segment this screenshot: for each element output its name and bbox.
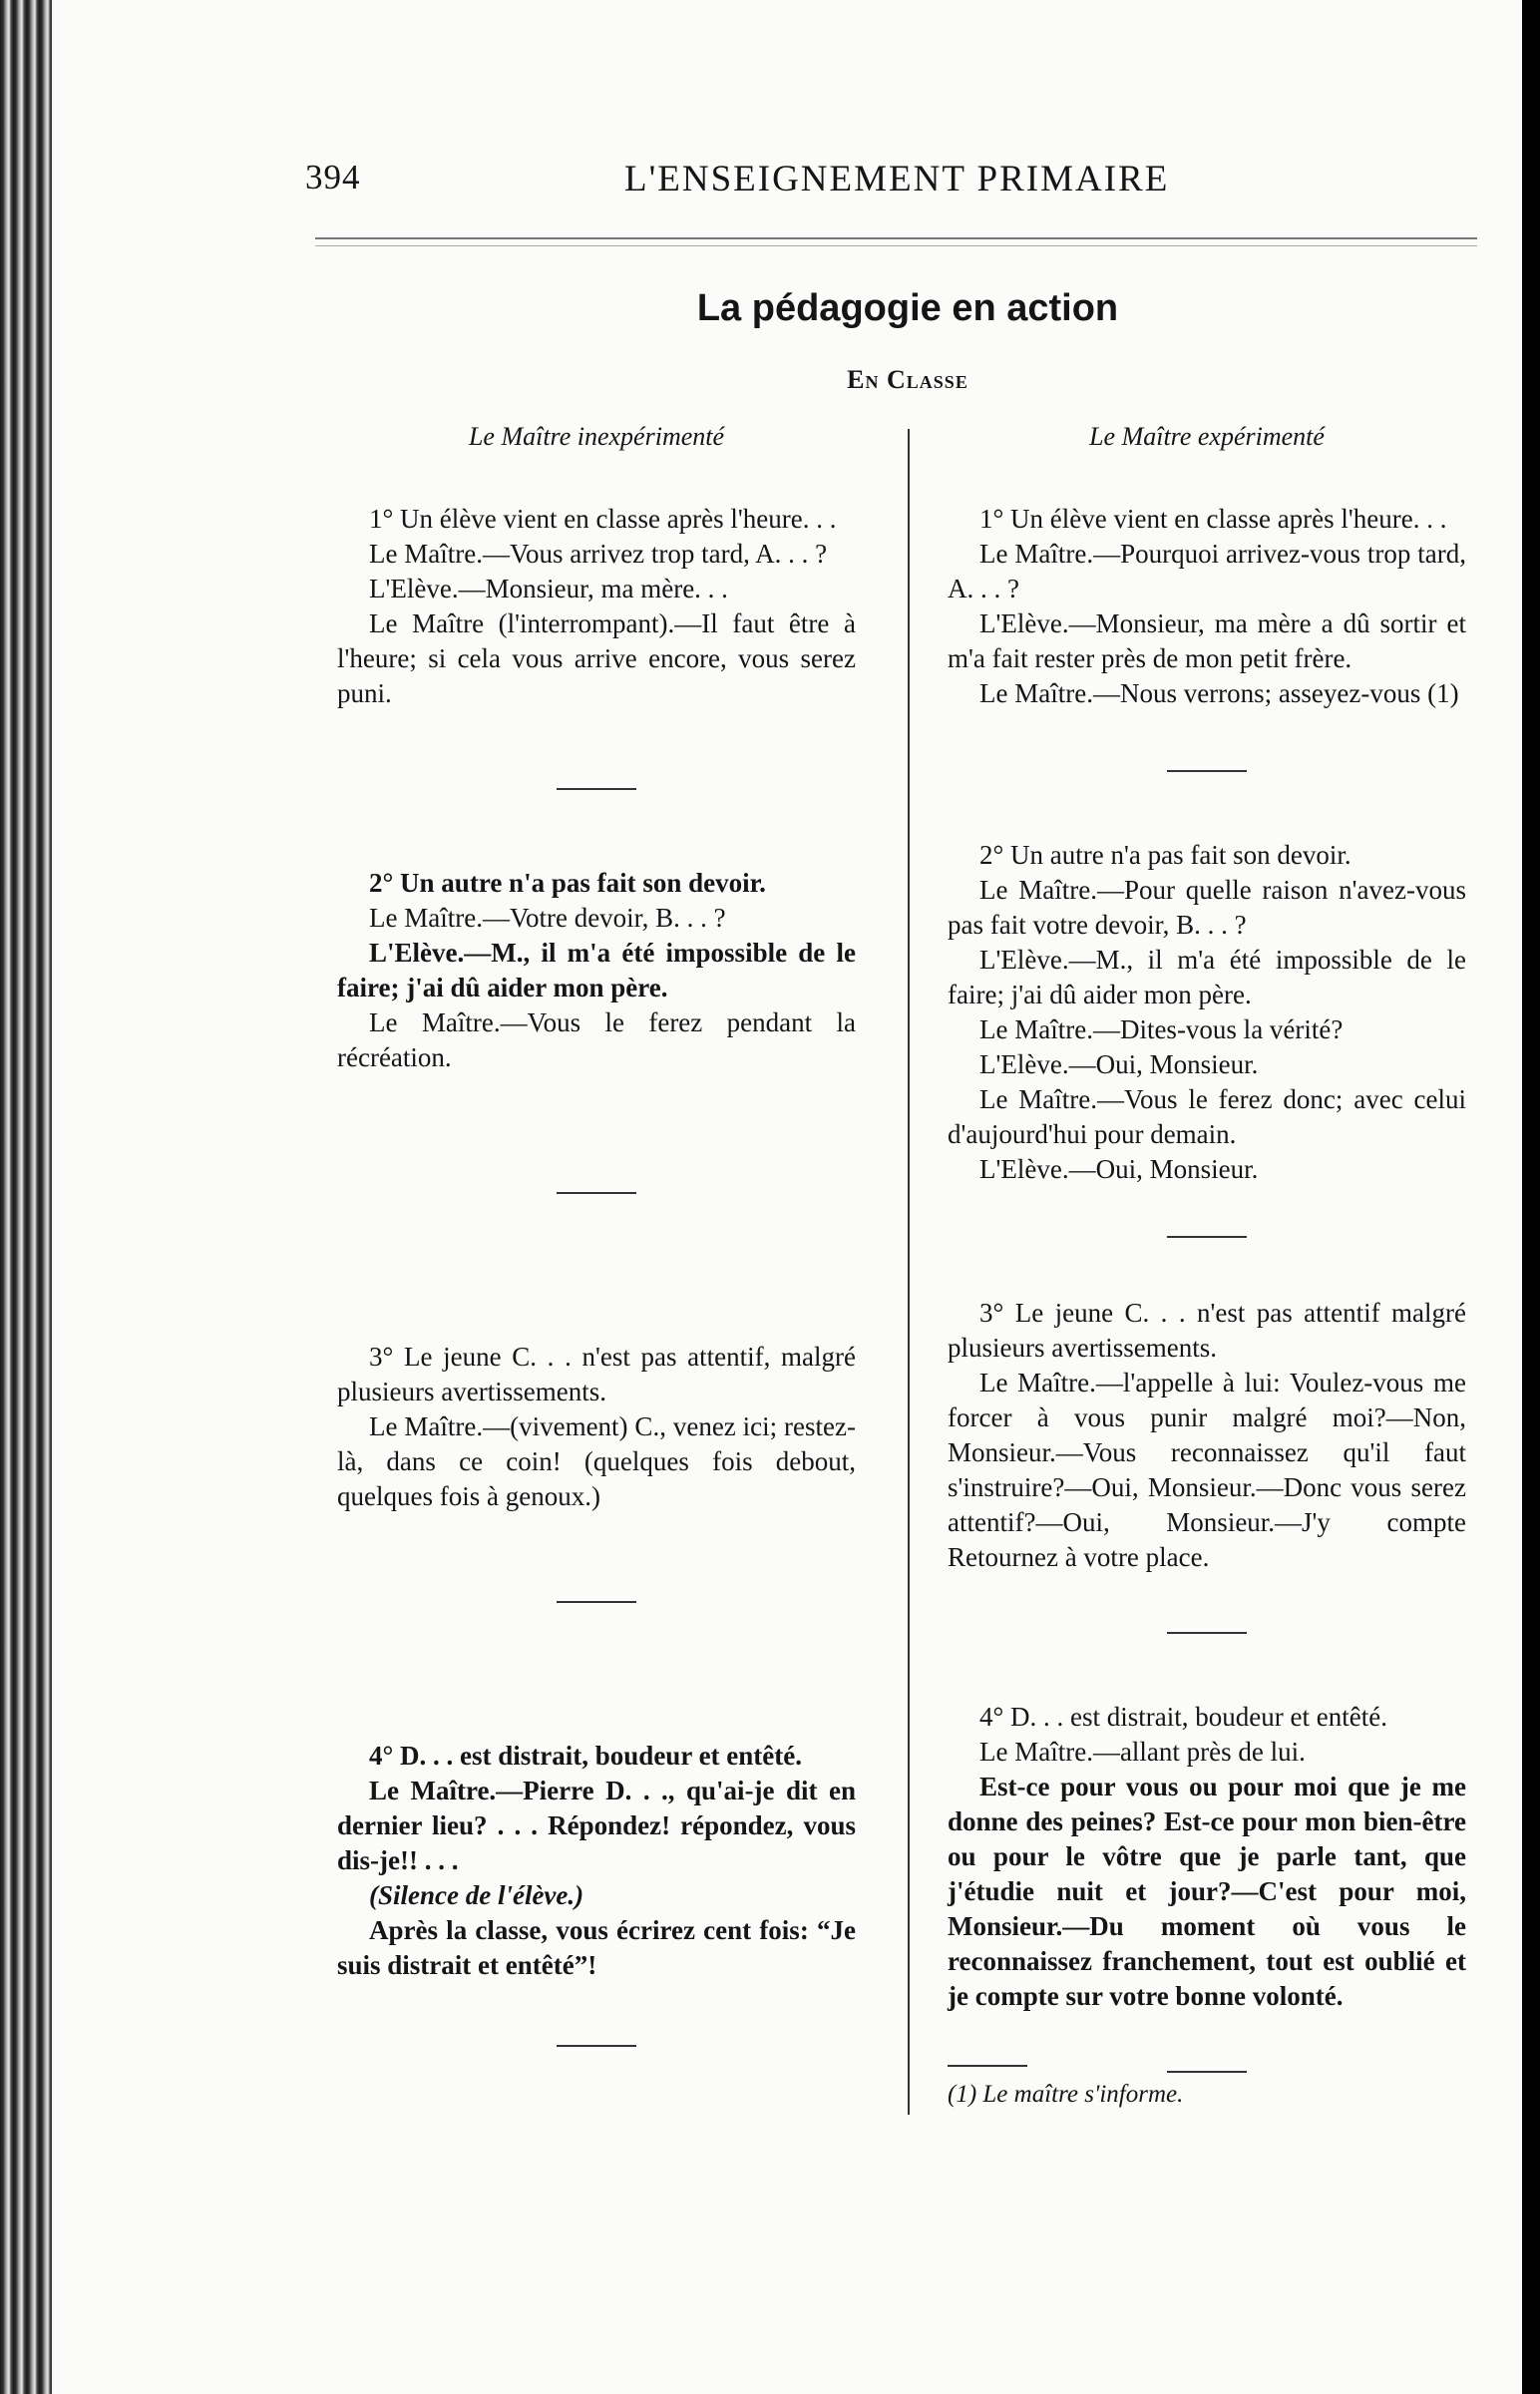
text-line: Le Maître.—l'appelle à lui: Voulez-vous me forcer à vous punir malgré moi?—Non, Monsieur.—Vous reconnaissez qu'il faut s'instruire?—Oui, Monsieur.—Donc vous serez attentif?—Oui, Monsieur.—J'y compte Retournez à votre place.: [948, 1368, 1466, 1572]
separator: [337, 771, 856, 806]
text-line: Le Maître.—Pour quelle raison n'avez-vous pas fait votre devoir, B. . . ?: [948, 875, 1466, 940]
right-block-4: [948, 1700, 1466, 2014]
text-line: L'Elève.—M., il m'a été impossible de le faire; j'ai dû aider mon père.: [337, 938, 856, 1002]
text-line: 4° D. . . est distrait, boudeur et entêté.: [369, 1741, 802, 1771]
text-line: 4° D. . . est distrait, boudeur et entêté.: [979, 1702, 1387, 1732]
right-column: [948, 419, 1466, 2089]
text-line: 3° Le jeune C. . . n'est pas attentif malgré plusieurs avertissements.: [948, 1298, 1466, 1363]
text-line: L'Elève.—Oui, Monsieur.: [979, 1049, 1259, 1079]
column-divider: [908, 429, 910, 2115]
footnote: [948, 2065, 1466, 2109]
text-line: Le Maître.—Pierre D. . ., qu'ai-je dit en dernier lieu? . . . Répondez! répondez, vous dis-je!! . . .: [337, 1776, 856, 1875]
text-line: Est-ce pour vous ou pour moi que je me donne des peines? Est-ce pour mon bien-être ou pour le vôtre que je parle tant, que j'étudie nuit et jour?—C'est pour moi, Monsieur.—Du moment où vous le reconnaissez franchement, tout est oublié et je compte sur votre bonne volonté.: [948, 1772, 1466, 2011]
separator: [337, 2028, 856, 2063]
right-block-3: [948, 1296, 1466, 1575]
left-block-4: [337, 1739, 856, 1983]
right-column-heading: Le Maître expérimenté: [1089, 422, 1325, 451]
separator: [337, 1175, 856, 1210]
left-column: [337, 419, 856, 2063]
separator: [337, 1584, 856, 1619]
text-line: 1° Un élève vient en classe après l'heure. . .: [369, 504, 837, 534]
text-line: Le Maître.—Nous verrons; asseyez-vous (1): [979, 678, 1459, 708]
page-edge: [0, 0, 52, 2394]
running-title: L'ENSEIGNEMENT PRIMAIRE: [624, 159, 1170, 200]
right-block-1: [948, 502, 1466, 711]
text-line: 3° Le jeune C. . . n'est pas attentif, malgré plusieurs avertissements.: [337, 1342, 856, 1406]
left-block-1: [337, 502, 856, 711]
text-line: Le Maître.—Vous le ferez donc; avec celui d'aujourd'hui pour demain.: [948, 1084, 1466, 1149]
text-line: L'Elève.—Oui, Monsieur.: [979, 1154, 1259, 1184]
text-line: 1° Un élève vient en classe après l'heure. . .: [979, 504, 1447, 534]
left-column-heading: Le Maître inexpérimenté: [468, 422, 725, 451]
text-line: 2° Un autre n'a pas fait son devoir.: [369, 868, 766, 898]
text-line: 2° Un autre n'a pas fait son devoir.: [979, 840, 1351, 870]
left-block-3: [337, 1340, 856, 1514]
text-line: Le Maître.—Vous le ferez pendant la récréation.: [337, 1007, 856, 1072]
text-line: Le Maître.—Votre devoir, B. . . ?: [369, 903, 726, 933]
text-line: Le Maître.—(vivement) C., venez ici; restez-là, dans ce coin! (quelques fois debout, quelques fois à genoux.): [337, 1411, 856, 1511]
right-block-2: [948, 838, 1466, 1187]
separator: [948, 753, 1466, 788]
footnote-text: (1) Le maître s'informe.: [948, 2081, 1184, 2108]
footnote-rule: [948, 2065, 1027, 2067]
header-rule: [315, 237, 1477, 246]
text-line: L'Elève.—Monsieur, ma mère a dû sortir et m'a fait rester près de mon petit frère.: [948, 608, 1466, 673]
text-line: Après la classe, vous écrirez cent fois: “Je suis distrait et entêté”!: [337, 1915, 856, 1980]
article-subtitle: En Classe: [847, 365, 968, 394]
text-line: Le Maître (l'interrompant).—Il faut être à l'heure; si cela vous arrive encore, vous serez puni.: [337, 608, 856, 708]
text-line: Le Maître.—Pourquoi arrivez-vous trop tard, A. . . ?: [948, 539, 1466, 603]
page-header: [305, 150, 1203, 209]
text-line: L'Elève.—M., il m'a été impossible de le faire; j'ai dû aider mon père.: [948, 945, 1466, 1009]
separator: [948, 1219, 1466, 1254]
separator: [948, 1615, 1466, 1650]
text-line: Le Maître.—Dites-vous la vérité?: [979, 1014, 1344, 1044]
article-title: La pédagogie en action: [696, 287, 1119, 329]
text-line: Le Maître.—allant près de lui.: [979, 1737, 1306, 1767]
page-number: 394: [305, 158, 361, 197]
left-block-2: [337, 866, 856, 1075]
text-line: Le Maître.—Vous arrivez trop tard, A. . . ?: [369, 539, 828, 569]
text-line: (Silence de l'élève.): [369, 1880, 584, 1910]
text-line: L'Elève.—Monsieur, ma mère. . .: [369, 574, 728, 603]
